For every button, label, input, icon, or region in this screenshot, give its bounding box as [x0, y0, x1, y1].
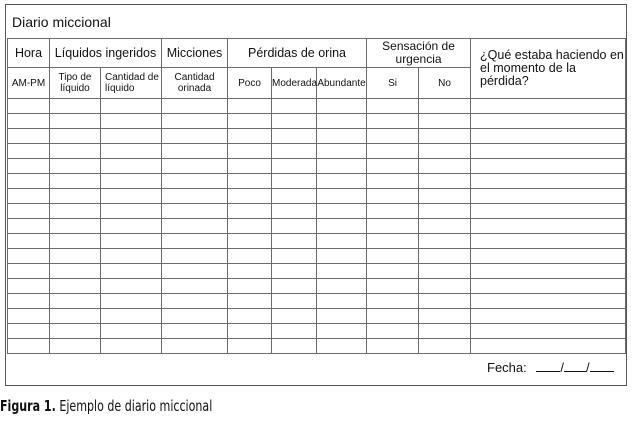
subheader-no: No: [419, 68, 471, 99]
table-cell[interactable]: [50, 279, 101, 294]
table-cell[interactable]: [471, 189, 626, 204]
table-cell[interactable]: [228, 294, 272, 309]
table-cell[interactable]: [367, 99, 419, 114]
table-cell[interactable]: [419, 204, 471, 219]
table-cell[interactable]: [101, 114, 162, 129]
table-cell[interactable]: [50, 294, 101, 309]
table-cell[interactable]: [317, 279, 367, 294]
table-cell[interactable]: [228, 129, 272, 144]
table-cell[interactable]: [367, 294, 419, 309]
caption-text: Ejemplo de diario miccional: [59, 397, 213, 415]
table-cell[interactable]: [367, 174, 419, 189]
table-cell[interactable]: [272, 219, 317, 234]
table-row: [8, 159, 626, 174]
table-cell[interactable]: [50, 309, 101, 324]
table-cell[interactable]: [317, 309, 367, 324]
header-perdidas: Pérdidas de orina: [228, 39, 367, 68]
table-cell[interactable]: [419, 129, 471, 144]
table-cell[interactable]: [419, 234, 471, 249]
table-cell[interactable]: [419, 324, 471, 339]
table-cell[interactable]: [162, 174, 228, 189]
table-cell[interactable]: [419, 219, 471, 234]
table-cell[interactable]: [8, 219, 50, 234]
table-cell[interactable]: [228, 99, 272, 114]
table-cell[interactable]: [272, 309, 317, 324]
table-cell[interactable]: [419, 279, 471, 294]
date-field[interactable]: Fecha: / /: [487, 360, 614, 375]
table-cell[interactable]: [272, 294, 317, 309]
table-cell[interactable]: [317, 144, 367, 159]
header-sensacion: Sensación de urgencia: [367, 39, 471, 68]
table-cell[interactable]: [471, 279, 626, 294]
table-cell[interactable]: [317, 264, 367, 279]
table-cell[interactable]: [419, 144, 471, 159]
table-cell[interactable]: [367, 159, 419, 174]
table-cell[interactable]: [162, 294, 228, 309]
diary-table: [7, 38, 626, 354]
table-cell[interactable]: [367, 114, 419, 129]
table-cell[interactable]: [317, 114, 367, 129]
table-cell[interactable]: [101, 189, 162, 204]
table-cell[interactable]: [162, 129, 228, 144]
table-cell[interactable]: [50, 114, 101, 129]
table-cell[interactable]: [367, 279, 419, 294]
table-cell[interactable]: [317, 129, 367, 144]
table-cell[interactable]: [50, 264, 101, 279]
table-cell[interactable]: [228, 159, 272, 174]
table-cell[interactable]: [8, 114, 50, 129]
table-cell[interactable]: [8, 264, 50, 279]
subheader-moderada: Moderada: [272, 68, 317, 99]
table-cell[interactable]: [50, 159, 101, 174]
table-cell[interactable]: [228, 324, 272, 339]
table-cell[interactable]: [367, 189, 419, 204]
table-cell[interactable]: [317, 249, 367, 264]
table-cell[interactable]: [367, 339, 419, 354]
table-cell[interactable]: [228, 279, 272, 294]
table-cell[interactable]: [471, 309, 626, 324]
table-cell[interactable]: [8, 129, 50, 144]
table-cell[interactable]: [272, 99, 317, 114]
table-cell[interactable]: [272, 159, 317, 174]
table-cell[interactable]: [272, 279, 317, 294]
table-cell[interactable]: [419, 114, 471, 129]
table-row: [8, 234, 626, 249]
table-cell[interactable]: [471, 294, 626, 309]
table-cell[interactable]: [101, 339, 162, 354]
table-cell[interactable]: [367, 129, 419, 144]
table-cell[interactable]: [50, 144, 101, 159]
table-cell[interactable]: [419, 294, 471, 309]
table-cell[interactable]: [162, 114, 228, 129]
table-cell[interactable]: [367, 264, 419, 279]
table-row: [8, 144, 626, 159]
table-cell[interactable]: [272, 114, 317, 129]
table-cell[interactable]: [419, 339, 471, 354]
table-cell[interactable]: [228, 309, 272, 324]
table-cell[interactable]: [419, 159, 471, 174]
table-cell[interactable]: [471, 144, 626, 159]
table-cell[interactable]: [50, 99, 101, 114]
table-cell[interactable]: [317, 174, 367, 189]
header-micciones: Micciones: [162, 39, 228, 68]
table-cell[interactable]: [272, 174, 317, 189]
table-cell[interactable]: [8, 249, 50, 264]
table-cell[interactable]: [8, 99, 50, 114]
date-day-blank[interactable]: [536, 361, 560, 372]
subheader-si: Si: [367, 68, 419, 99]
table-cell[interactable]: [367, 249, 419, 264]
table-cell[interactable]: [272, 339, 317, 354]
table-cell[interactable]: [162, 324, 228, 339]
table-cell[interactable]: [317, 99, 367, 114]
table-cell[interactable]: [101, 324, 162, 339]
table-cell[interactable]: [228, 204, 272, 219]
table-cell[interactable]: [101, 159, 162, 174]
table-cell[interactable]: [50, 204, 101, 219]
table-cell[interactable]: [367, 309, 419, 324]
table-cell[interactable]: [50, 249, 101, 264]
table-cell[interactable]: [162, 204, 228, 219]
table-cell[interactable]: [101, 174, 162, 189]
table-cell[interactable]: [162, 219, 228, 234]
table-cell[interactable]: [272, 249, 317, 264]
table-cell[interactable]: [272, 189, 317, 204]
table-cell[interactable]: [162, 249, 228, 264]
table-row: [8, 309, 626, 324]
form-title: Diario miccional: [12, 14, 111, 30]
date-label: Fecha:: [487, 360, 527, 375]
table-cell[interactable]: [317, 324, 367, 339]
table-cell[interactable]: [101, 249, 162, 264]
table-cell[interactable]: [272, 324, 317, 339]
table-row: [8, 99, 626, 114]
table-cell[interactable]: [471, 99, 626, 114]
table-row: [8, 189, 626, 204]
table-cell[interactable]: [228, 219, 272, 234]
table-cell[interactable]: [50, 324, 101, 339]
table-cell[interactable]: [50, 219, 101, 234]
table-cell[interactable]: [162, 339, 228, 354]
table-row: [8, 249, 626, 264]
table-cell[interactable]: [471, 159, 626, 174]
table-cell[interactable]: [317, 294, 367, 309]
table-cell[interactable]: [162, 309, 228, 324]
subheader-ampm: AM-PM: [8, 68, 50, 99]
subheader-tipo: Tipo de líquido: [50, 68, 101, 99]
table-row: [8, 129, 626, 144]
table-cell[interactable]: [419, 309, 471, 324]
table-cell[interactable]: [101, 264, 162, 279]
table-cell[interactable]: [419, 174, 471, 189]
table-cell[interactable]: [272, 264, 317, 279]
table-cell[interactable]: [8, 204, 50, 219]
header-hora: Hora: [8, 39, 50, 68]
table-cell[interactable]: [228, 249, 272, 264]
table-row: [8, 264, 626, 279]
table-cell[interactable]: [228, 234, 272, 249]
table-cell[interactable]: [367, 234, 419, 249]
table-cell[interactable]: [162, 189, 228, 204]
table-cell[interactable]: [317, 234, 367, 249]
table-row: [8, 324, 626, 339]
table-cell[interactable]: [471, 114, 626, 129]
subheader-cantidad-orinada: Cantidad orinada: [162, 68, 228, 99]
table-row: [8, 339, 626, 354]
table-cell[interactable]: [101, 204, 162, 219]
table-cell[interactable]: [419, 249, 471, 264]
table-cell[interactable]: [272, 144, 317, 159]
table-cell[interactable]: [50, 174, 101, 189]
table-cell[interactable]: [471, 174, 626, 189]
date-month-blank[interactable]: [564, 361, 586, 372]
table-cell[interactable]: [272, 234, 317, 249]
table-cell[interactable]: [8, 144, 50, 159]
date-year-blank[interactable]: [590, 361, 614, 372]
table-cell[interactable]: [228, 264, 272, 279]
subheader-abundante: Abundante: [317, 68, 367, 99]
table-row: [8, 294, 626, 309]
table-cell[interactable]: [228, 144, 272, 159]
subheader-cantidad-liquido: Cantidad de líquido: [101, 68, 162, 99]
table-row: [8, 174, 626, 189]
table-cell[interactable]: [471, 219, 626, 234]
table-cell[interactable]: [162, 144, 228, 159]
table-cell[interactable]: [8, 309, 50, 324]
table-cell[interactable]: [367, 324, 419, 339]
table-cell[interactable]: [228, 174, 272, 189]
table-cell[interactable]: [317, 219, 367, 234]
table-cell[interactable]: [101, 99, 162, 114]
table-cell[interactable]: [367, 204, 419, 219]
caption-label: Figura 1.: [0, 397, 56, 415]
table-cell[interactable]: [317, 189, 367, 204]
table-row: [8, 114, 626, 129]
table-cell[interactable]: [419, 264, 471, 279]
table-cell[interactable]: [162, 159, 228, 174]
table-cell[interactable]: [272, 129, 317, 144]
table-cell[interactable]: [471, 264, 626, 279]
table-cell[interactable]: [162, 234, 228, 249]
table-cell[interactable]: [317, 339, 367, 354]
table-cell[interactable]: [162, 99, 228, 114]
table-cell[interactable]: [317, 159, 367, 174]
header-question: ¿Qué estaba haciendo en el momento de la pérdida?: [471, 39, 626, 99]
table-cell[interactable]: [101, 234, 162, 249]
table-cell[interactable]: [367, 219, 419, 234]
table-cell[interactable]: [101, 279, 162, 294]
table-cell[interactable]: [8, 294, 50, 309]
table-cell[interactable]: [471, 129, 626, 144]
table-cell[interactable]: [317, 204, 367, 219]
table-cell[interactable]: [471, 324, 626, 339]
table-cell[interactable]: [367, 144, 419, 159]
table-cell[interactable]: [228, 339, 272, 354]
table-cell[interactable]: [228, 114, 272, 129]
figure-caption: [0, 397, 212, 415]
table-cell[interactable]: [101, 309, 162, 324]
table-cell[interactable]: [419, 189, 471, 204]
table-cell[interactable]: [8, 159, 50, 174]
table-cell[interactable]: [8, 174, 50, 189]
table-cell[interactable]: [471, 204, 626, 219]
table-row: [8, 204, 626, 219]
table-cell[interactable]: [228, 189, 272, 204]
table-cell[interactable]: [272, 204, 317, 219]
subheader-poco: Poco: [228, 68, 272, 99]
table-cell[interactable]: [50, 189, 101, 204]
table-cell[interactable]: [419, 99, 471, 114]
table-cell[interactable]: [101, 294, 162, 309]
table-cell[interactable]: [471, 339, 626, 354]
table-cell[interactable]: [8, 324, 50, 339]
table-cell[interactable]: [50, 339, 101, 354]
table-cell[interactable]: [471, 249, 626, 264]
table-cell[interactable]: [50, 234, 101, 249]
table-cell[interactable]: [101, 129, 162, 144]
table-cell[interactable]: [162, 264, 228, 279]
table-cell[interactable]: [8, 234, 50, 249]
table-row: [8, 219, 626, 234]
table-cell[interactable]: [50, 129, 101, 144]
table-cell[interactable]: [8, 189, 50, 204]
table-cell[interactable]: [471, 234, 626, 249]
table-row: [8, 279, 626, 294]
header-liquidos: Líquidos ingeridos: [50, 39, 162, 68]
table-cell[interactable]: [101, 144, 162, 159]
table-cell[interactable]: [162, 279, 228, 294]
table-cell[interactable]: [8, 279, 50, 294]
table-cell[interactable]: [101, 219, 162, 234]
table-cell[interactable]: [8, 339, 50, 354]
